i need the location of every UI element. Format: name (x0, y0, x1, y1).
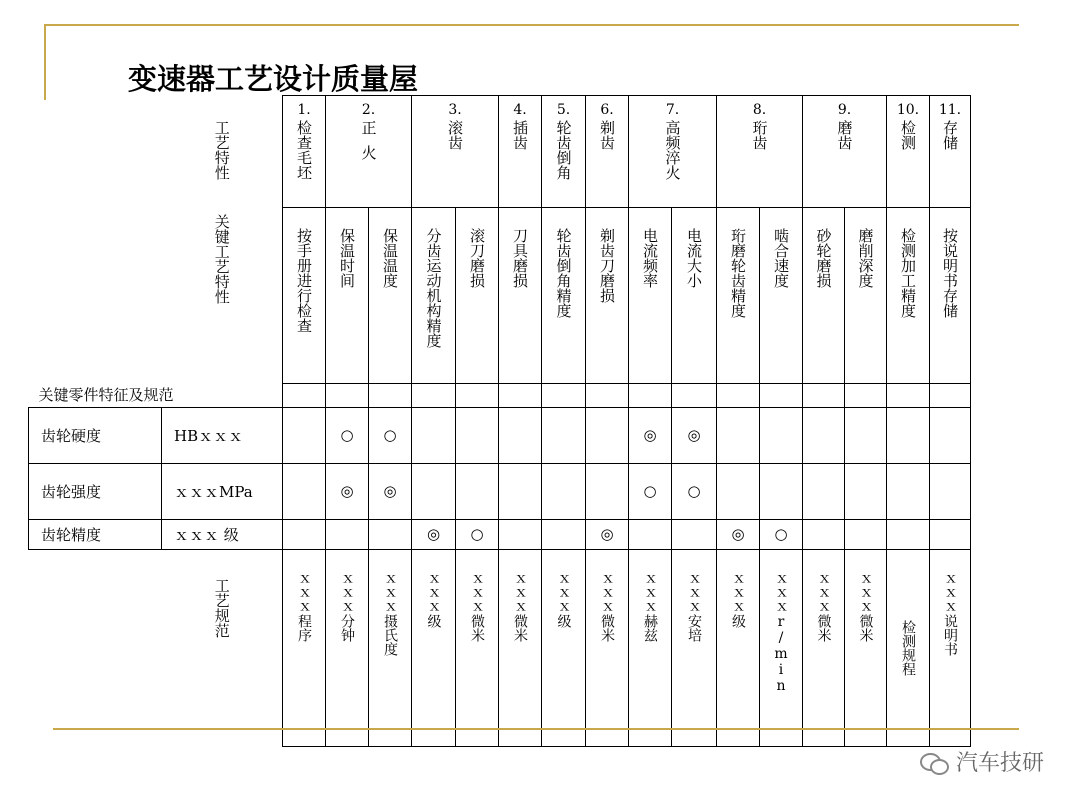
relation-mark (412, 463, 456, 519)
process-spec-cell (930, 549, 971, 746)
empty-cell (456, 384, 499, 408)
relation-mark (283, 407, 326, 463)
relation-mark (717, 407, 760, 463)
relation-mark (499, 519, 542, 549)
relation-mark (542, 463, 586, 519)
process-spec-text: 检测规程 (900, 619, 916, 676)
relation-mark: ○ (629, 463, 672, 519)
key-process-char-cell (369, 208, 412, 384)
process-spec-cell (542, 549, 586, 746)
key-process-char-cell (586, 208, 629, 384)
process-char-label: 工艺特性 (162, 96, 283, 208)
key-process-char-text: 电流大小 (685, 228, 703, 288)
process-spec-text: ｘｘｘ程序 (296, 571, 312, 642)
relation-mark (672, 519, 717, 549)
empty-cell (629, 384, 672, 408)
key-process-char-text: 按说明书存储 (941, 228, 959, 318)
process-spec-cell (845, 549, 887, 746)
empty-cell (326, 384, 369, 408)
process-spec-text: ｘｘｘ微米 (469, 571, 485, 642)
process-spec-cell (586, 549, 629, 746)
key-process-char-text: 刀具磨损 (511, 228, 529, 288)
relation-mark: ◎ (717, 519, 760, 549)
relation-mark (717, 463, 760, 519)
key-process-char-cell (499, 208, 542, 384)
process-spec-text: ｘｘｘ微米 (857, 571, 874, 642)
key-process-char-cell (845, 208, 887, 384)
process-spec-cell (412, 549, 456, 746)
part-char-name: 齿轮硬度 (29, 407, 162, 463)
relation-mark (760, 463, 803, 519)
relation-mark (586, 407, 629, 463)
process-header (717, 96, 803, 208)
relation-mark (326, 519, 369, 549)
key-process-char-cell (629, 208, 672, 384)
decorative-vertical-line (44, 24, 46, 100)
process-header (803, 96, 887, 208)
relation-mark (542, 407, 586, 463)
process-name: 高频淬火 (663, 120, 682, 180)
process-header (586, 96, 629, 208)
process-name: 检查毛坯 (295, 120, 313, 180)
process-header (283, 96, 326, 208)
empty-cell (887, 384, 930, 408)
relation-mark (760, 407, 803, 463)
relation-mark: ○ (369, 407, 412, 463)
relation-mark (499, 407, 542, 463)
key-part-char-header: 关键零件特征及规范 (29, 384, 283, 408)
watermark (920, 746, 1044, 777)
process-name: 检测 (899, 120, 917, 150)
empty-cell (586, 384, 629, 408)
process-spec-text: ｘｘｘ赫兹 (642, 571, 658, 642)
relation-mark (803, 407, 845, 463)
empty-cell (369, 384, 412, 408)
relation-mark (887, 519, 930, 549)
relation-mark (456, 407, 499, 463)
relation-mark: ◎ (412, 519, 456, 549)
key-process-char-cell (717, 208, 760, 384)
process-number: 6. (600, 102, 614, 118)
key-process-char-text: 分齿运动机构精度 (424, 228, 443, 348)
empty-cell (803, 384, 845, 408)
process-header (326, 96, 412, 208)
process-spec-cell (629, 549, 672, 746)
empty-cell (412, 384, 456, 408)
key-process-char-cell (887, 208, 930, 384)
process-name: 轮齿倒角 (554, 120, 573, 180)
process-spec-cell (717, 549, 760, 746)
relation-mark (629, 519, 672, 549)
key-process-char-cell (456, 208, 499, 384)
process-number: 10. (896, 102, 920, 118)
process-number: 4. (513, 102, 527, 118)
relation-mark (542, 519, 586, 549)
key-process-char-label: 关键工艺特性 (162, 208, 283, 384)
process-name: 珩齿 (750, 120, 769, 150)
process-name: 剃齿 (598, 120, 616, 150)
process-spec-label: 工艺规范 (162, 549, 283, 746)
process-number: 7. (665, 102, 680, 118)
process-spec-text: ｘｘｘ级 (555, 571, 572, 628)
key-process-char-cell (283, 208, 326, 384)
part-char-spec: HBｘｘｘ (162, 407, 283, 463)
process-name: 存储 (941, 120, 959, 150)
key-process-char-text: 保温温度 (381, 228, 399, 288)
process-number: 2. (361, 102, 376, 118)
empty-cell (542, 384, 586, 408)
empty-cell (760, 384, 803, 408)
relation-mark: ◎ (629, 407, 672, 463)
key-process-char-cell (760, 208, 803, 384)
relation-mark (845, 407, 887, 463)
process-spec-text: ｘｘｘ微米 (512, 571, 528, 642)
empty-cell (930, 384, 971, 408)
part-char-spec: ｘｘｘMPa (162, 463, 283, 519)
process-header (499, 96, 542, 208)
process-spec-text: ｘｘｘ安培 (686, 571, 702, 642)
key-process-char-text: 按手册进行检查 (295, 228, 313, 333)
process-spec-cell (326, 549, 369, 746)
decorative-top-line (44, 24, 1019, 26)
relation-mark: ○ (326, 407, 369, 463)
process-header (412, 96, 499, 208)
relation-mark (930, 407, 971, 463)
process-spec-cell (369, 549, 412, 746)
page-title: 变速器工艺设计质量屋 (128, 62, 419, 96)
relation-mark: ◎ (672, 407, 717, 463)
process-number: 8. (752, 102, 767, 118)
key-process-char-text: 珩磨轮齿精度 (729, 228, 747, 318)
process-number: 3. (448, 102, 462, 118)
relation-mark (499, 463, 542, 519)
key-process-char-text: 保温时间 (338, 228, 356, 288)
key-process-char-text: 剃齿刀磨损 (598, 228, 616, 303)
quality-house-table (28, 95, 971, 747)
process-spec-text: ｘｘｘ分钟 (339, 571, 355, 642)
process-name: 磨齿 (835, 120, 854, 150)
relation-mark (845, 463, 887, 519)
key-process-char-text: 滚刀磨损 (468, 228, 486, 288)
process-name: 滚齿 (446, 120, 464, 150)
process-number: 9. (837, 102, 852, 118)
key-process-char-cell (803, 208, 845, 384)
process-spec-text: ｘｘｘ说明书 (942, 571, 958, 656)
relation-mark: ◎ (586, 519, 629, 549)
key-process-char-cell (412, 208, 456, 384)
relation-mark (369, 519, 412, 549)
relation-mark (887, 463, 930, 519)
relation-mark (586, 463, 629, 519)
relation-mark (803, 519, 845, 549)
process-name: 插齿 (511, 120, 529, 150)
key-process-char-cell (326, 208, 369, 384)
wechat-icon (920, 751, 948, 773)
relation-mark (930, 519, 971, 549)
watermark-text: 汽车技研 (955, 751, 1044, 776)
process-spec-cell (672, 549, 717, 746)
key-process-char-text: 砂轮磨损 (814, 228, 833, 288)
process-number: 1. (297, 102, 311, 118)
part-char-spec: ｘｘｘ 级 (162, 519, 283, 549)
relation-mark: ○ (456, 519, 499, 549)
decorative-bottom-line (53, 728, 1019, 730)
process-number: 11. (938, 102, 962, 118)
process-spec-text: ｘｘｘ微米 (815, 571, 832, 642)
process-name: 正火 (359, 120, 378, 170)
relation-mark (930, 463, 971, 519)
relation-mark: ◎ (326, 463, 369, 519)
key-process-char-text: 电流频率 (641, 228, 659, 288)
empty-cell (283, 384, 326, 408)
part-char-name: 齿轮精度 (29, 519, 162, 549)
process-spec-text: ｘｘｘ级 (425, 571, 442, 628)
process-header (629, 96, 717, 208)
empty-cell (845, 384, 887, 408)
key-process-char-cell (930, 208, 971, 384)
process-spec-text: ｘｘｘ摄氏度 (382, 571, 398, 656)
part-char-name: 齿轮强度 (29, 463, 162, 519)
key-process-char-cell (672, 208, 717, 384)
process-spec-text: ｘｘｘ级 (730, 571, 746, 628)
relation-mark: ◎ (369, 463, 412, 519)
key-process-char-text: 检测加工精度 (899, 228, 917, 318)
relation-mark (456, 463, 499, 519)
process-header (930, 96, 971, 208)
process-spec-cell (283, 549, 326, 746)
relation-mark (283, 463, 326, 519)
relation-mark: ○ (672, 463, 717, 519)
key-process-char-cell (542, 208, 586, 384)
process-spec-text: ｘｘｘ微米 (599, 571, 615, 642)
key-process-char-text: 轮齿倒角精度 (554, 228, 573, 318)
process-spec-cell (887, 549, 930, 746)
relation-mark (283, 519, 326, 549)
process-spec-text: ｘｘｘr/min (773, 571, 789, 694)
relation-mark (412, 407, 456, 463)
empty-cell (717, 384, 760, 408)
process-spec-cell (760, 549, 803, 746)
relation-mark (887, 407, 930, 463)
empty-cell (672, 384, 717, 408)
empty-cell (499, 384, 542, 408)
relation-mark: ○ (760, 519, 803, 549)
process-number: 5. (556, 102, 571, 118)
process-spec-cell (499, 549, 542, 746)
relation-mark (803, 463, 845, 519)
process-spec-cell (803, 549, 845, 746)
key-process-char-text: 磨削深度 (856, 228, 875, 288)
relation-mark (845, 519, 887, 549)
process-spec-cell (456, 549, 499, 746)
process-header (542, 96, 586, 208)
key-process-char-text: 啮合速度 (772, 228, 790, 288)
process-header (887, 96, 930, 208)
